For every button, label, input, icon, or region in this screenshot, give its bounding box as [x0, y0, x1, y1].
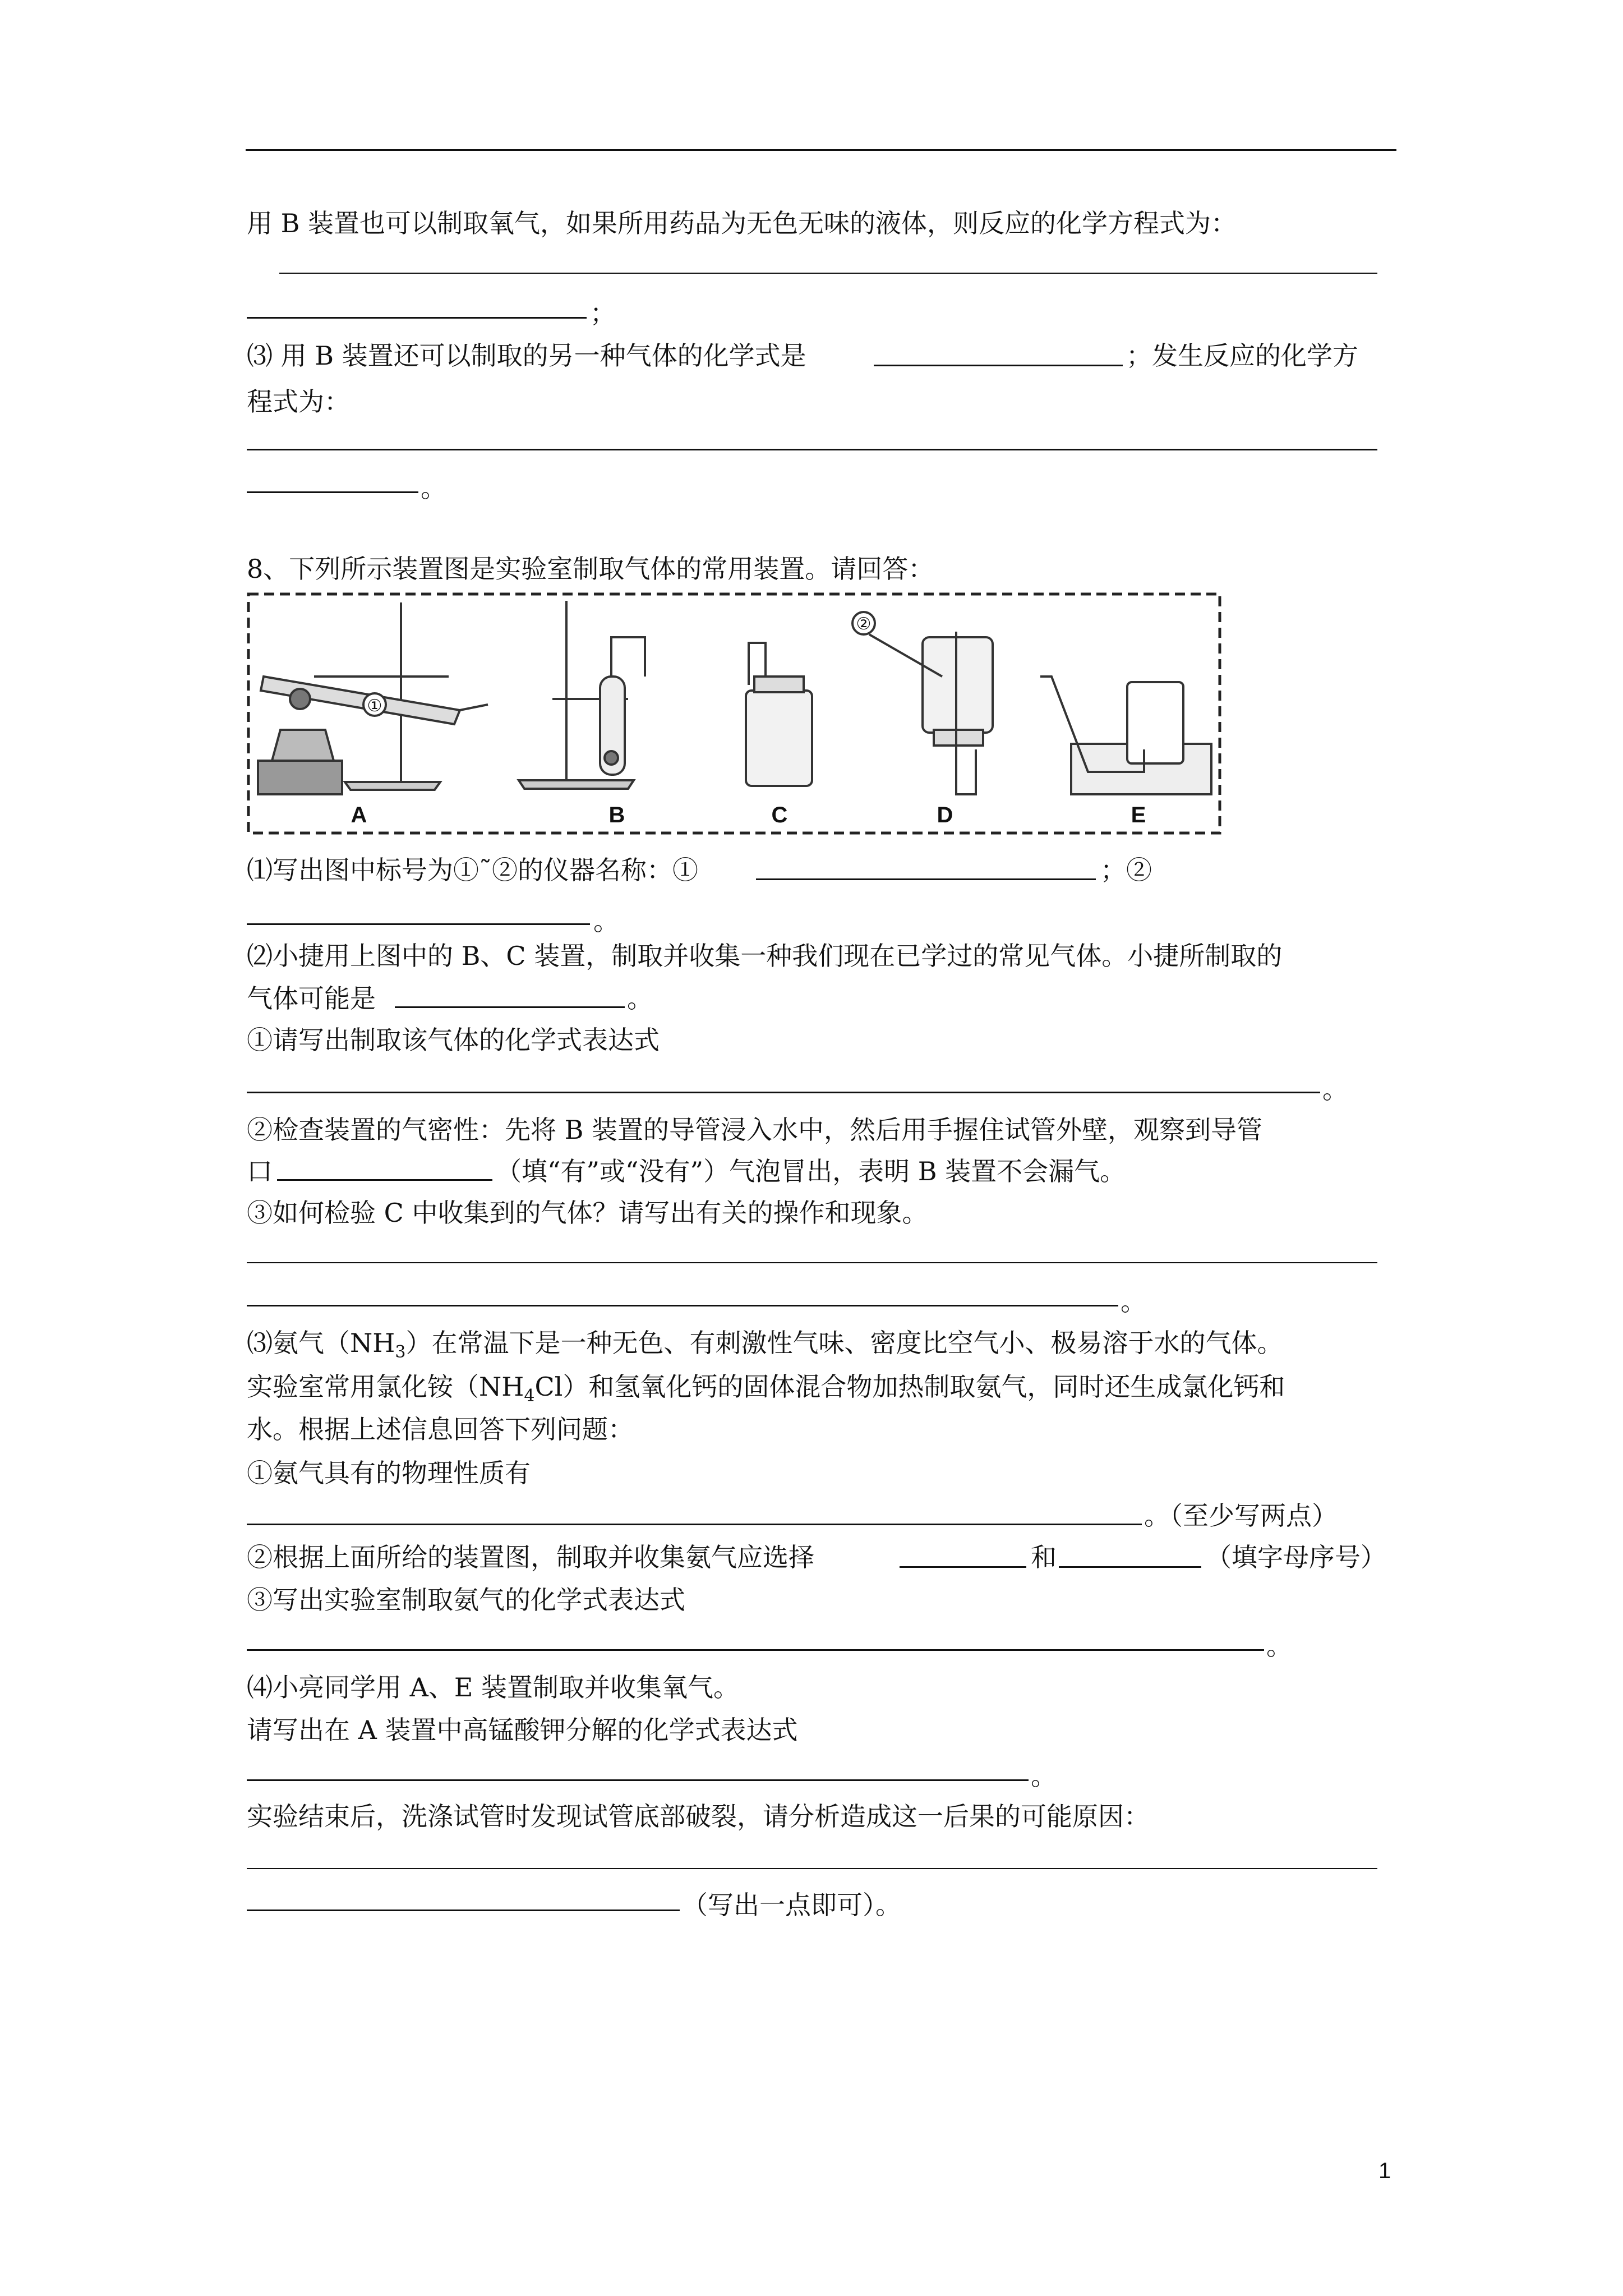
q8-p2-text: ⑵小捷用上图中的 B、C 装置，制取并收集一种我们现在已学过的常见气体。小捷所制取的 [247, 941, 1283, 971]
figure-label-b: B [608, 803, 625, 827]
q7-p3-text-line2: 程式为： [247, 386, 350, 417]
answer-blank[interactable] [247, 1910, 680, 1911]
answer-blank[interactable] [247, 1305, 1118, 1306]
q8-p2-q2: ②检查装置的气密性：先将 B 装置的导管浸入水中，然后用手握住试管外壁，观察到导管 [247, 1115, 1263, 1145]
q8-p2-q3: ③如何检验 C 中收集到的气体？请写出有关的操作和现象。 [247, 1198, 928, 1228]
q8-p3-q3: ③写出实验室制取氨气的化学式表达式 [247, 1585, 685, 1615]
q7-line1: 用 B 装置也可以制取氧气，如果所用药品为无色无味的液体，则反应的化学方程式为： [247, 208, 1237, 238]
figure-marker-2: ② [856, 614, 872, 634]
apparatus-figure [247, 592, 1221, 835]
answer-blank[interactable] [247, 923, 590, 925]
q8-p1-text: ⑴写出图中标号为①˜②的仪器名称：① [247, 855, 698, 885]
q7-semicolon: ； [590, 298, 616, 328]
apparatus-e [1040, 677, 1211, 794]
q8-p2-q1: ①请写出制取该气体的化学式表达式 [247, 1025, 660, 1055]
q8-p3-q2: ②根据上面所给的装置图，制取并收集氨气应选择 [247, 1542, 814, 1572]
q7-p3-text-cont: ；发生反应的化学方 [1126, 341, 1358, 371]
answer-blank[interactable] [247, 317, 587, 319]
answer-blank[interactable] [277, 1179, 492, 1181]
q8-p2-q2-line2-end: （填“有”或“没有”）气泡冒出，表明 B 装置不会漏气。 [496, 1156, 1126, 1186]
answer-blank[interactable] [279, 273, 1377, 274]
answer-blank[interactable] [247, 491, 418, 493]
answer-blank[interactable] [247, 1262, 1377, 1263]
page-number: 1 [1378, 2159, 1391, 2183]
q8-p3-line2: 实验室常用氯化铵$(NH_4Cl)$和氢氧化钙的固体混合物加热制取氨气，同时还生成氯化钙和 [247, 1372, 1285, 1406]
apparatus-c [746, 643, 812, 786]
q8-p2-q1-end: 。 [1322, 1074, 1348, 1105]
answer-blank[interactable] [395, 1006, 625, 1008]
figure-label-c: C [771, 803, 788, 827]
answer-blank[interactable] [247, 1868, 1377, 1869]
figure-label-a: A [351, 803, 367, 827]
answer-blank[interactable] [247, 1524, 1142, 1525]
figure-label-e: E [1131, 803, 1146, 827]
q8-p3-q1: ①氨气具有的物理性质有 [247, 1458, 531, 1488]
answer-blank[interactable] [247, 1092, 1320, 1093]
q8-p1-end: 。 [593, 906, 619, 936]
header-rule [246, 149, 1396, 151]
q8-title: 8、下列所示装置图是实验室制取气体的常用装置。请回答： [247, 554, 934, 584]
apparatus-d [852, 612, 993, 794]
q8-p4-line2: 请写出在 A 装置中高锰酸钾分解的化学式表达式 [247, 1715, 798, 1745]
q8-p2-end: 。 [627, 983, 653, 1014]
q8-p3-q2-end: （填字母序号） [1206, 1542, 1386, 1572]
q8-p3-q2-and: 和 [1031, 1542, 1057, 1572]
q8-p4-line2-end: 。 [1031, 1761, 1057, 1791]
q8-p4-line1: ⑷小亮同学用 A、E 装置制取并收集氧气。 [247, 1672, 740, 1703]
answer-blank[interactable] [900, 1566, 1026, 1568]
q8-p3-q3-end: 。 [1266, 1631, 1292, 1661]
q8-p2-text-line2: 气体可能是 [247, 983, 376, 1014]
apparatus-b [519, 601, 645, 789]
answer-blank[interactable] [247, 1649, 1264, 1651]
q8-p1-text-cont: ；② [1100, 855, 1152, 885]
figure-marker-1: ① [367, 696, 382, 716]
answer-blank[interactable] [874, 365, 1123, 366]
answer-blank[interactable] [247, 1779, 1029, 1781]
q7-p3-text: ⑶ 用 B 装置还可以制取的另一种气体的化学式是 [247, 341, 806, 371]
answer-blank[interactable] [1059, 1566, 1201, 1568]
answer-blank[interactable] [756, 878, 1096, 880]
q8-p3-line3: 水。根据上述信息回答下列问题： [247, 1414, 634, 1444]
q8-p4-line3-end: （写出一点即可）。 [682, 1890, 901, 1920]
q8-p4-line3: 实验结束后，洗涤试管时发现试管底部破裂，请分析造成这一后果的可能原因： [247, 1801, 1150, 1832]
q8-p2-q3-end: 。 [1121, 1286, 1146, 1317]
q8-p3-q1-end: 。（至少写两点） [1144, 1501, 1338, 1531]
answer-blank[interactable] [247, 449, 1377, 450]
figure-label-d: D [937, 803, 953, 827]
q8-p2-q2-line2-start: 口 [247, 1156, 273, 1186]
q8-p3-line1: ⑶氨气$(NH_3)$在常温下是一种无色、有刺激性气味、密度比空气小、极易溶于水的气体。 [247, 1328, 1283, 1362]
q7-period: 。 [421, 473, 446, 503]
